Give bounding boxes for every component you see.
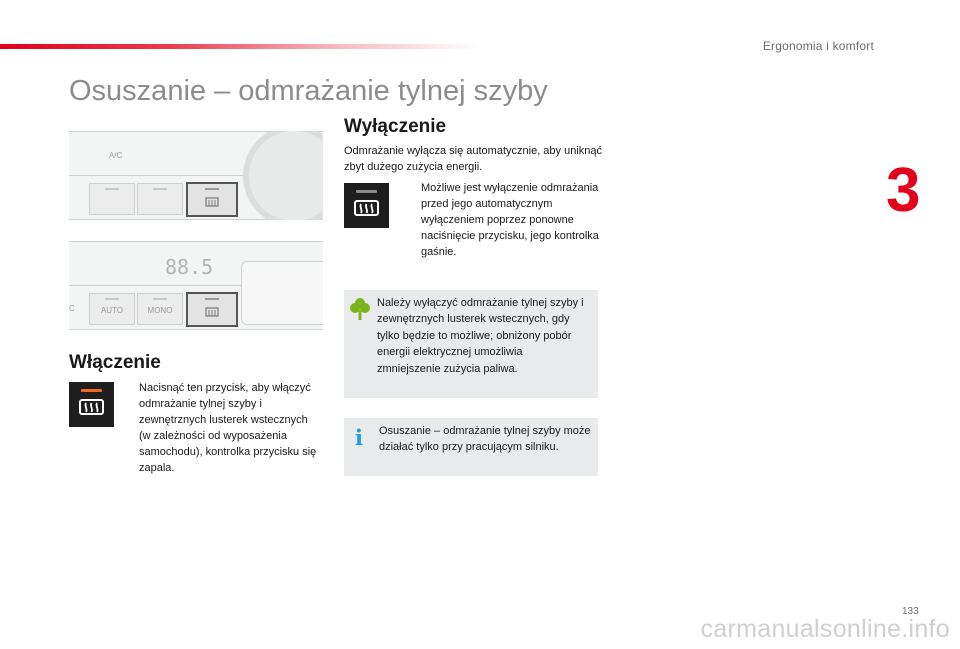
- defrost-switch-off-icon: [344, 183, 389, 228]
- eco-note: [344, 290, 598, 398]
- temperature-knob: [243, 131, 323, 220]
- control-panel-illustration-auto: [69, 241, 323, 330]
- info-note-text: Osuszanie – odmrażanie tylnej szyby może działać tylko przy pracującym silniku.: [379, 425, 591, 454]
- rear-defrost-icon: [205, 307, 219, 319]
- page-number: 133: [902, 606, 919, 617]
- switch-off-instruction: Możliwe jest wyłączenie odmrażania przed jego automatycznym wyłączeniem poprzez ponowne naciśnięcie przycisku, jego kontrolka gaśnie.: [421, 182, 599, 258]
- control-panel-illustration-manual: [69, 131, 323, 220]
- header-accent-bar: [0, 44, 480, 49]
- heading-switch-on: Włączenie: [69, 352, 161, 373]
- switch-off-intro: Odmrażanie wyłącza się automatycznie, aby uniknąć zbyt dużego zużycia energii.: [344, 145, 603, 173]
- switch-on-instruction: Nacisnąć ten przycisk, aby włączyć odmrażanie tylnej szyby i zewnętrznych lusterek wstecznych (w zależności od wyposażenia samochodu), kontrolka przycisku się zapala.: [139, 382, 317, 474]
- lcd-display: 88.5: [165, 255, 214, 279]
- rear-defrost-icon: [353, 199, 380, 221]
- section-header: Ergonomia i komfort: [762, 39, 874, 53]
- page-title: Osuszanie – odmrażanie tylnej szyby: [69, 75, 548, 107]
- ac-label: A/C: [109, 151, 123, 160]
- tree-icon: [350, 297, 370, 321]
- rear-defrost-icon: [205, 197, 219, 209]
- watermark: carmanualsonline.info: [700, 615, 950, 643]
- auto-button: AUTO: [89, 293, 135, 325]
- panel1-button-2: [137, 183, 183, 215]
- panel1-button-1: [89, 183, 135, 215]
- panel1-defrost-button: [186, 182, 238, 217]
- info-note: [344, 418, 598, 476]
- defrost-switch-on-icon: [69, 382, 114, 427]
- chapter-number: 3: [886, 156, 921, 225]
- rear-defrost-icon: [78, 398, 105, 420]
- heading-switch-off: Wyłączenie: [344, 116, 447, 137]
- panel2-slot: [241, 261, 323, 325]
- mono-button: MONO: [137, 293, 183, 325]
- eco-note-text: Należy wyłączyć odmrażanie tylnej szyby i zewnętrznych lusterek wstecznych, gdy tylko będzie to możliwe; obniżony pobór energii elektrycznej umożliwia zmniejszenie zużycia paliwa.: [377, 297, 584, 375]
- left-label: C: [69, 304, 75, 313]
- panel2-defrost-button: [186, 292, 238, 327]
- info-icon: i: [355, 425, 363, 450]
